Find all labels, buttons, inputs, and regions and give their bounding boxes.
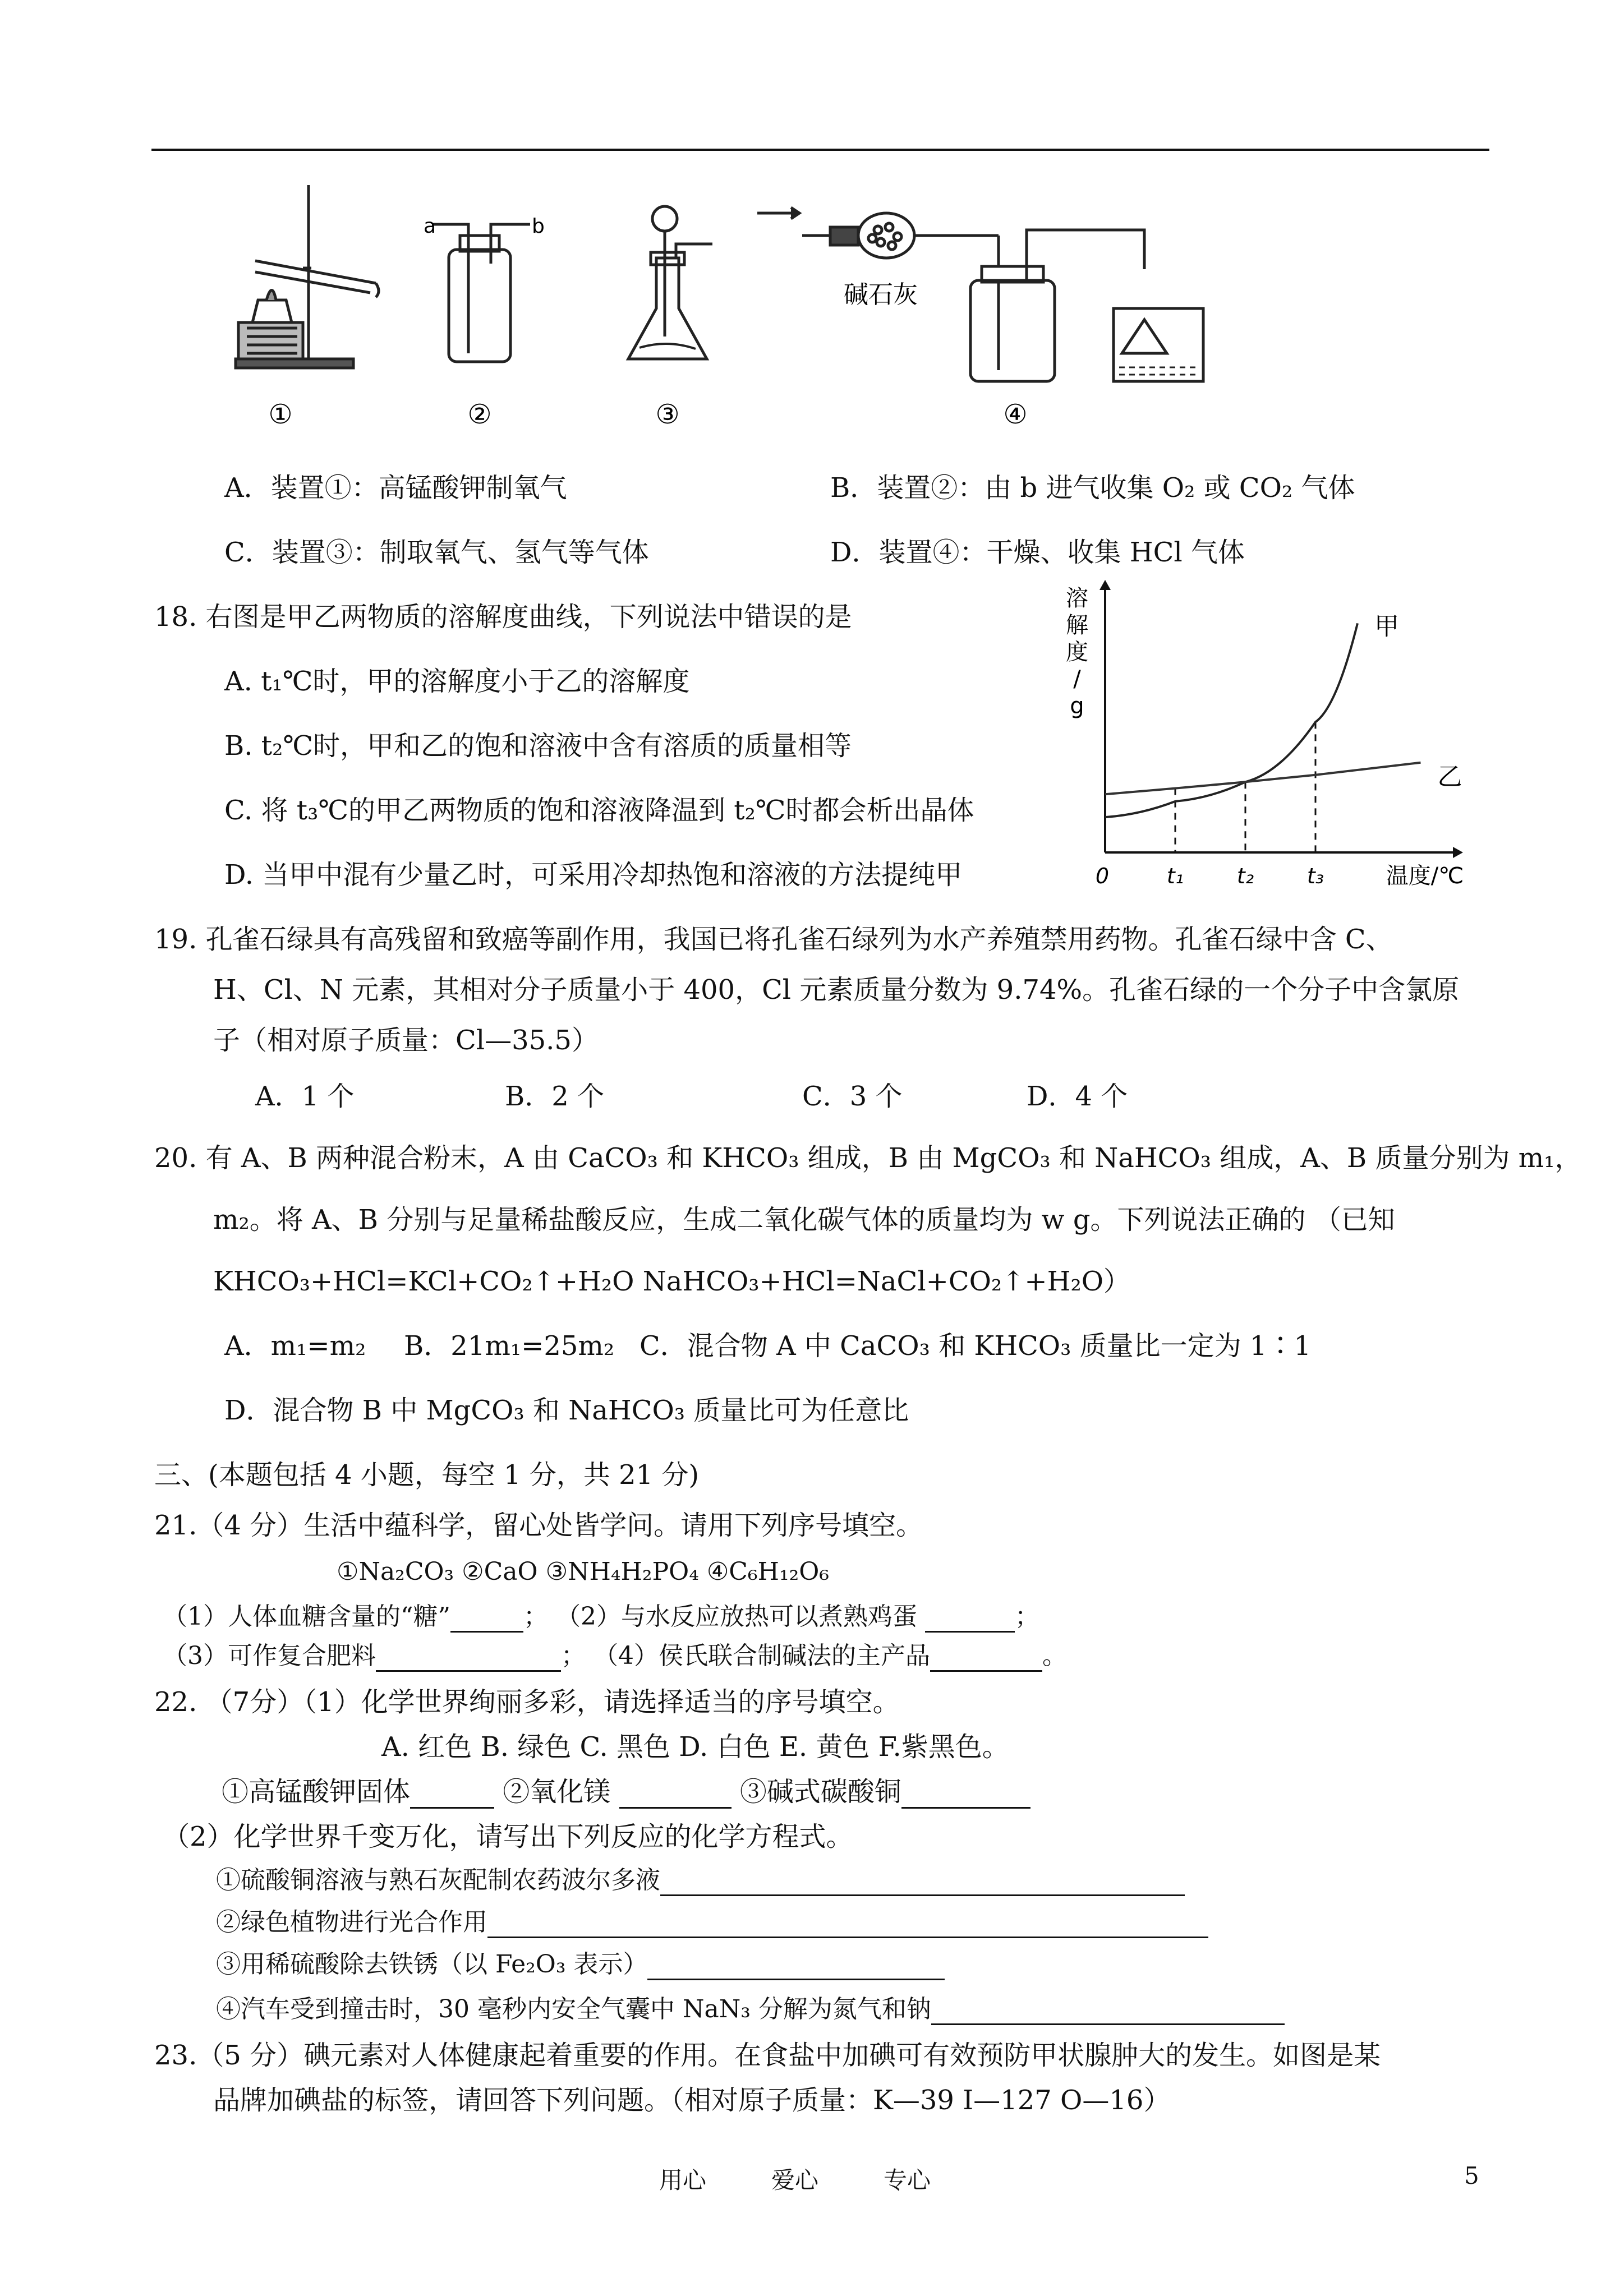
apparatus-label-3: ③: [655, 399, 680, 430]
q21-part-4: ； （4）侯氏联合制碱法的主产品: [561, 1642, 930, 1670]
footer-word-2: 爱心: [771, 2166, 819, 2194]
q22-fill-2: ②氧化镁: [503, 1776, 611, 1808]
q21-blank-2[interactable]: [925, 1606, 1015, 1633]
q23-line-1: 23.（5 分）碘元素对人体健康起着重要的作用。在食盐中加碘可有效预防甲状腺肿大的发生。如图是某: [154, 2040, 1381, 2071]
footer-word-1: 用心: [659, 2166, 707, 2194]
apparatus-label-4: ④: [1003, 399, 1028, 430]
q21-stem: 21.（4 分）生活中蕴科学，留心处皆学问。请用下列序号填空。: [154, 1510, 923, 1541]
q18-option-d: D. 当甲中混有少量乙时，可采用冷却热饱和溶液的方法提纯甲: [224, 859, 963, 891]
q21-period: 。: [1042, 1642, 1067, 1670]
y-axis-label-char: 溶: [1066, 585, 1088, 611]
x-tick-label: t₃: [1306, 864, 1324, 888]
footer-word-3: 专心: [884, 2166, 931, 2194]
q21-blank-4[interactable]: [930, 1645, 1042, 1672]
q20-option-b: B．21m₁=25m₂: [404, 1330, 615, 1362]
q19-option-d: D．4 个: [1027, 1081, 1128, 1112]
q21-part-1: （1）人体血糖含量的“糖”: [163, 1602, 450, 1631]
q22-blank-1[interactable]: [410, 1782, 494, 1809]
q18-stem: 18. 右图是甲乙两物质的溶解度曲线，下列说法中错误的是: [154, 601, 852, 633]
apparatus-2-gas-bottle: [432, 224, 530, 362]
series-line-jia: [1105, 623, 1358, 817]
q22-eq-3-row: [216, 1949, 945, 1980]
q22-eq-1-row: [216, 1865, 1185, 1896]
port-b-label: b: [532, 215, 545, 238]
q22-fill-3: ③碱式碳酸铜: [739, 1776, 901, 1808]
q20-option-a: A．m₁=m₂: [224, 1330, 366, 1362]
q22-colors: A. 红色 B. 绿色 C. 黑色 D. 白色 E. 黄色 F.紫黑色。: [381, 1731, 1009, 1763]
q17-option-c: C．装置③：制取氧气、氢气等气体: [224, 537, 649, 568]
q22-eq-2-blank[interactable]: [487, 1912, 1208, 1938]
apparatus-1-heating-tube: [236, 185, 379, 368]
x-tick-label: t₂: [1236, 864, 1254, 888]
solubility-chart: [1060, 578, 1464, 892]
apparatus-label-1: ①: [268, 399, 293, 430]
q22-eq-3-blank[interactable]: [647, 1954, 945, 1980]
q23-line-2: 品牌加碘盐的标签，请回答下列问题。（相对原子质量：K—39 I—127 O—16）: [213, 2085, 1171, 2116]
q19-option-b: B．2 个: [505, 1081, 605, 1112]
q22-eq-2-row: [216, 1907, 1208, 1938]
q21-row-1: [163, 1601, 1039, 1633]
header-rule: [151, 149, 1489, 151]
q19-line-3: 子（相对原子质量：Cl—35.5）: [213, 1025, 599, 1056]
apparatus-figure: [213, 168, 1223, 437]
q17-option-a: A．装置①：高锰酸钾制氧气: [224, 472, 567, 504]
q18-option-c: C. 将 t₃℃的甲乙两物质的饱和溶液降温到 t₂℃时都会析出晶体: [224, 795, 974, 826]
series-label: 甲: [1374, 612, 1399, 641]
page-number: 5: [1464, 2162, 1479, 2189]
apparatus-label-2: ②: [467, 399, 492, 430]
q20-line-2: m₂。将 A、B 分别与足量稀盐酸反应，生成二氧化碳气体的质量均为 w g。下列说法正确的 （已知: [213, 1204, 1395, 1235]
q22-eq-4-row: [216, 1994, 1285, 2025]
y-axis-arrow: [1099, 580, 1111, 590]
port-a-label: a: [424, 215, 436, 238]
q21-semi: ；: [1014, 1602, 1039, 1631]
soda-lime-label: 碱石灰: [844, 280, 918, 309]
q21-part-3: （3）可作复合肥料: [163, 1642, 376, 1670]
q21-part-2: ； （2）与水反应放热可以煮熟鸡蛋: [523, 1602, 917, 1631]
x-tick-label: 0: [1095, 864, 1110, 888]
q22-eq-4: ④汽车受到撞击时，30 毫秒内安全气囊中 NaN₃ 分解为氮气和钠: [216, 1995, 931, 2023]
q22-fill-1: ①高锰酸钾固体: [222, 1776, 411, 1808]
q20-line-1: 20. 有 A、B 两种混合粉末，A 由 CaCO₃ 和 KHCO₃ 组成，B 由 MgCO₃ 和 NaHCO₃ 组成，A、B 质量分别为 m₁，: [154, 1142, 1582, 1174]
q22-part-2: （2）化学世界千变万化，请写出下列反应的化学方程式。: [163, 1821, 853, 1852]
q22-eq-1: ①硫酸铜溶液与熟石灰配制农药波尔多液: [216, 1866, 660, 1894]
y-axis-label-char: /: [1073, 666, 1081, 692]
q22-fill-row: [222, 1775, 1030, 1809]
series-label: 乙: [1437, 762, 1462, 791]
q20-option-d: D．混合物 B 中 MgCO₃ 和 NaHCO₃ 质量比可为任意比: [224, 1395, 909, 1426]
y-axis-label-char: 解: [1066, 612, 1088, 638]
apparatus-4-dry-collect: [757, 208, 1203, 381]
q22-stem: 22. （7分）（1）化学世界绚丽多彩，请选择适当的序号填空。: [154, 1686, 900, 1718]
q22-eq-1-blank[interactable]: [660, 1870, 1185, 1896]
apparatus-3-flask: [628, 206, 712, 359]
y-axis-label-char: g: [1070, 693, 1084, 719]
x-axis-arrow: [1453, 847, 1463, 858]
series-line-yi: [1105, 763, 1421, 795]
y-axis-label-char: 度: [1066, 639, 1088, 665]
section-3-heading: 三、(本题包括 4 小题，每空 1 分，共 21 分): [154, 1459, 700, 1491]
q22-eq-3: ③用稀硫酸除去铁锈（以 Fe₂O₃ 表示）: [216, 1950, 648, 1979]
q20-option-c: C．混合物 A 中 CaCO₃ 和 KHCO₃ 质量比一定为 1∶1: [640, 1330, 1311, 1362]
x-axis-label: 温度/℃: [1386, 863, 1464, 889]
q21-blank-1[interactable]: [450, 1606, 523, 1633]
q22-blank-3[interactable]: [901, 1782, 1030, 1809]
q19-option-c: C．3 个: [802, 1081, 903, 1112]
q21-blank-3[interactable]: [376, 1645, 561, 1672]
q20-line-3: KHCO₃+HCl=KCl+CO₂↑+H₂O NaHCO₃+HCl=NaCl+CO₂↑+H₂O）: [213, 1266, 1131, 1297]
q21-choices: ①Na₂CO₃ ②CaO ③NH₄H₂PO₄ ④C₆H₁₂O₆: [337, 1557, 829, 1586]
q22-eq-4-blank[interactable]: [931, 1999, 1285, 2025]
q22-blank-2[interactable]: [619, 1782, 732, 1809]
q17-option-d: D．装置④：干燥、收集 HCl 气体: [830, 537, 1245, 568]
q19-line-2: H、Cl、N 元素，其相对分子质量小于 400，Cl 元素质量分数为 9.74%。孔雀石绿的一个分子中含氯原: [213, 974, 1460, 1006]
q19-option-a: A．1 个: [255, 1081, 355, 1112]
q18-option-b: B. t₂℃时，甲和乙的饱和溶液中含有溶质的质量相等: [224, 730, 852, 762]
x-tick-label: t₁: [1166, 864, 1184, 888]
q19-line-1: 19. 孔雀石绿具有高残留和致癌等副作用，我国已将孔雀石绿列为水产养殖禁用药物。孔雀石绿中含 C、: [154, 924, 1393, 955]
q21-row-2: [163, 1640, 1067, 1672]
q22-eq-2: ②绿色植物进行光合作用: [216, 1908, 487, 1937]
q17-option-b: B．装置②：由 b 进气收集 O₂ 或 CO₂ 气体: [830, 472, 1355, 504]
q18-option-a: A. t₁℃时，甲的溶解度小于乙的溶解度: [224, 666, 690, 697]
